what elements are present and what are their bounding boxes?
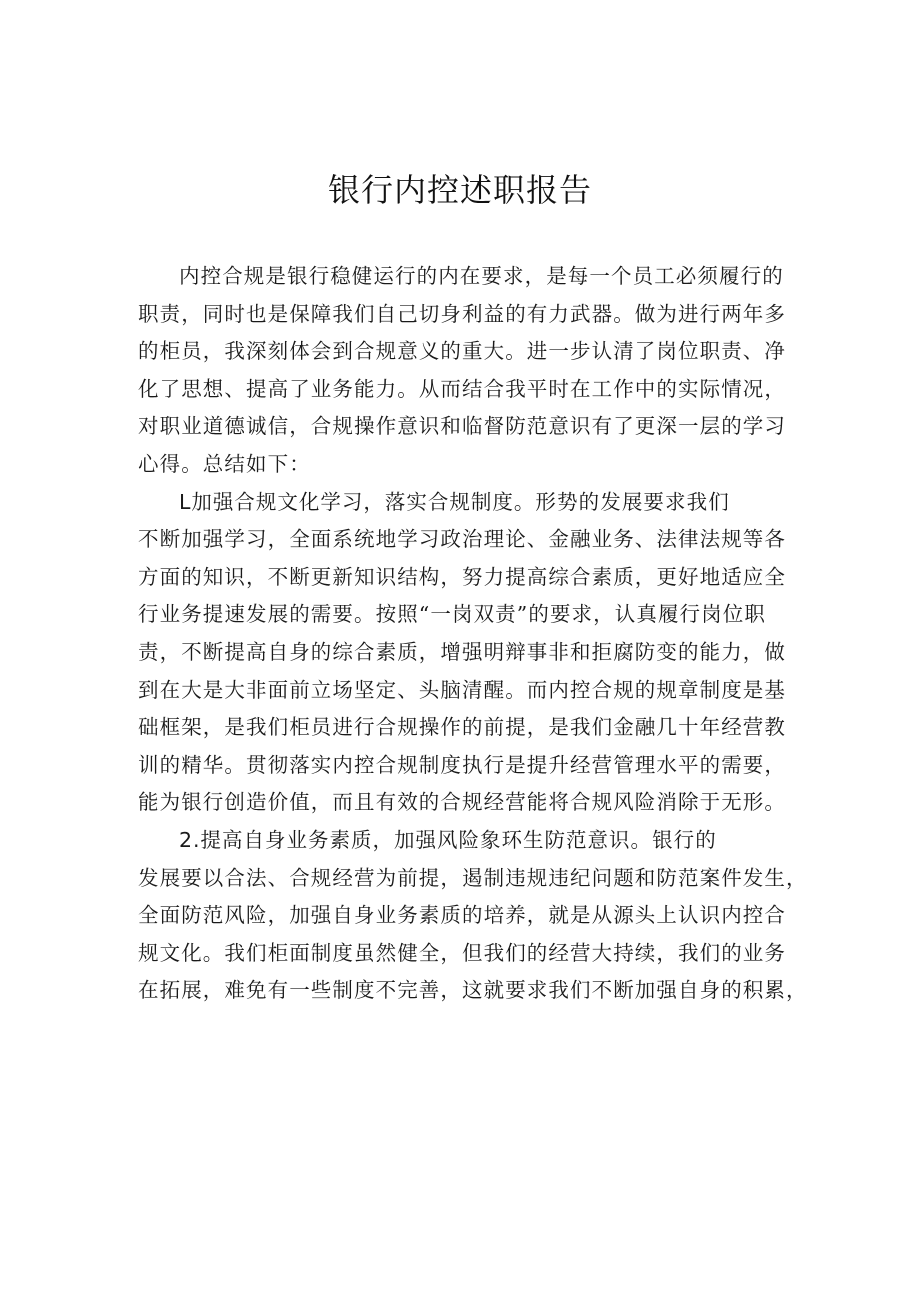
paragraph-section-2 [138,822,808,1010]
text-line: 内控合规是银行稳健运行的内在要求，是每一个员工必须履行的 [179,264,784,288]
text-line [138,484,790,522]
page-title: 银行内控述职报告 [327,171,592,209]
section-heading: L加强合规文化学习，落实合规制度。 [179,489,536,514]
text-line: 化了思想、提高了业务能力。从而结合我平时在工作中的实际情况， [138,376,786,401]
text-line: 到在大是大非面前立场坚定、头脑清醒。而内控合规的规章制度是基 [138,677,786,702]
text-line: 能为银行创造价值，而且有效的合规经营能将合规风险消除于无形。 [138,790,786,815]
paragraph-intro [138,258,790,484]
text-line: 方面的知识，不断更新知识结构，努力提高综合素质，更好地适应全 [138,564,786,589]
text-line: 的柜员，我深刻体会到合规意义的重大。进一步认清了岗位职责、净 [138,339,786,364]
text-line: 发展要以合法、合规经营为前提，遏制违规违纪问题和防范案件发生， [138,865,808,890]
text-line: 行业务提速发展的需要。按照“一岗双责”的要求，认真履行岗位职 [138,602,766,627]
section-text: 银行的 [652,827,717,852]
text-line: 对职业道德诚信，合规操作意识和临督防范意识有了更深一层的学习 [138,414,786,439]
text-line [138,822,790,860]
text-line: 础框架，是我们柜员进行合规操作的前提，是我们金融几十年经营教 [138,715,786,740]
text-line: 责，不断提高自身的综合素质，增强明辩事非和拒腐防变的能力，做 [138,639,786,664]
text-line: 训的精华。贯彻落实内控合规制度执行是提升经营管理水平的需要， [138,752,786,777]
section-text: 形势的发展要求我们 [535,489,730,514]
section-heading: 2.提高自身业务素质，加强风险象环生防范意识。 [179,827,653,852]
text-line: 职责，同时也是保障我们自己切身利益的有力武器。做为进行两年多 [138,301,786,326]
document-body [138,258,808,1010]
paragraph-section-1 [138,484,790,822]
text-line: 在拓展，难免有一些制度不完善，这就要求我们不断加强自身的积累， [138,978,808,1003]
text-line: 不断加强学习，全面系统地学习政治理论、金融业务、法律法规等各 [138,527,786,552]
text-line: 全面防范风险，加强自身业务素质的培养，就是从源头上认识内控合 [138,903,786,928]
text-line: 心得。总结如下： [138,451,311,476]
text-line: 规文化。我们柜面制度虽然健全，但我们的经营大持续，我们的业务 [138,940,786,965]
